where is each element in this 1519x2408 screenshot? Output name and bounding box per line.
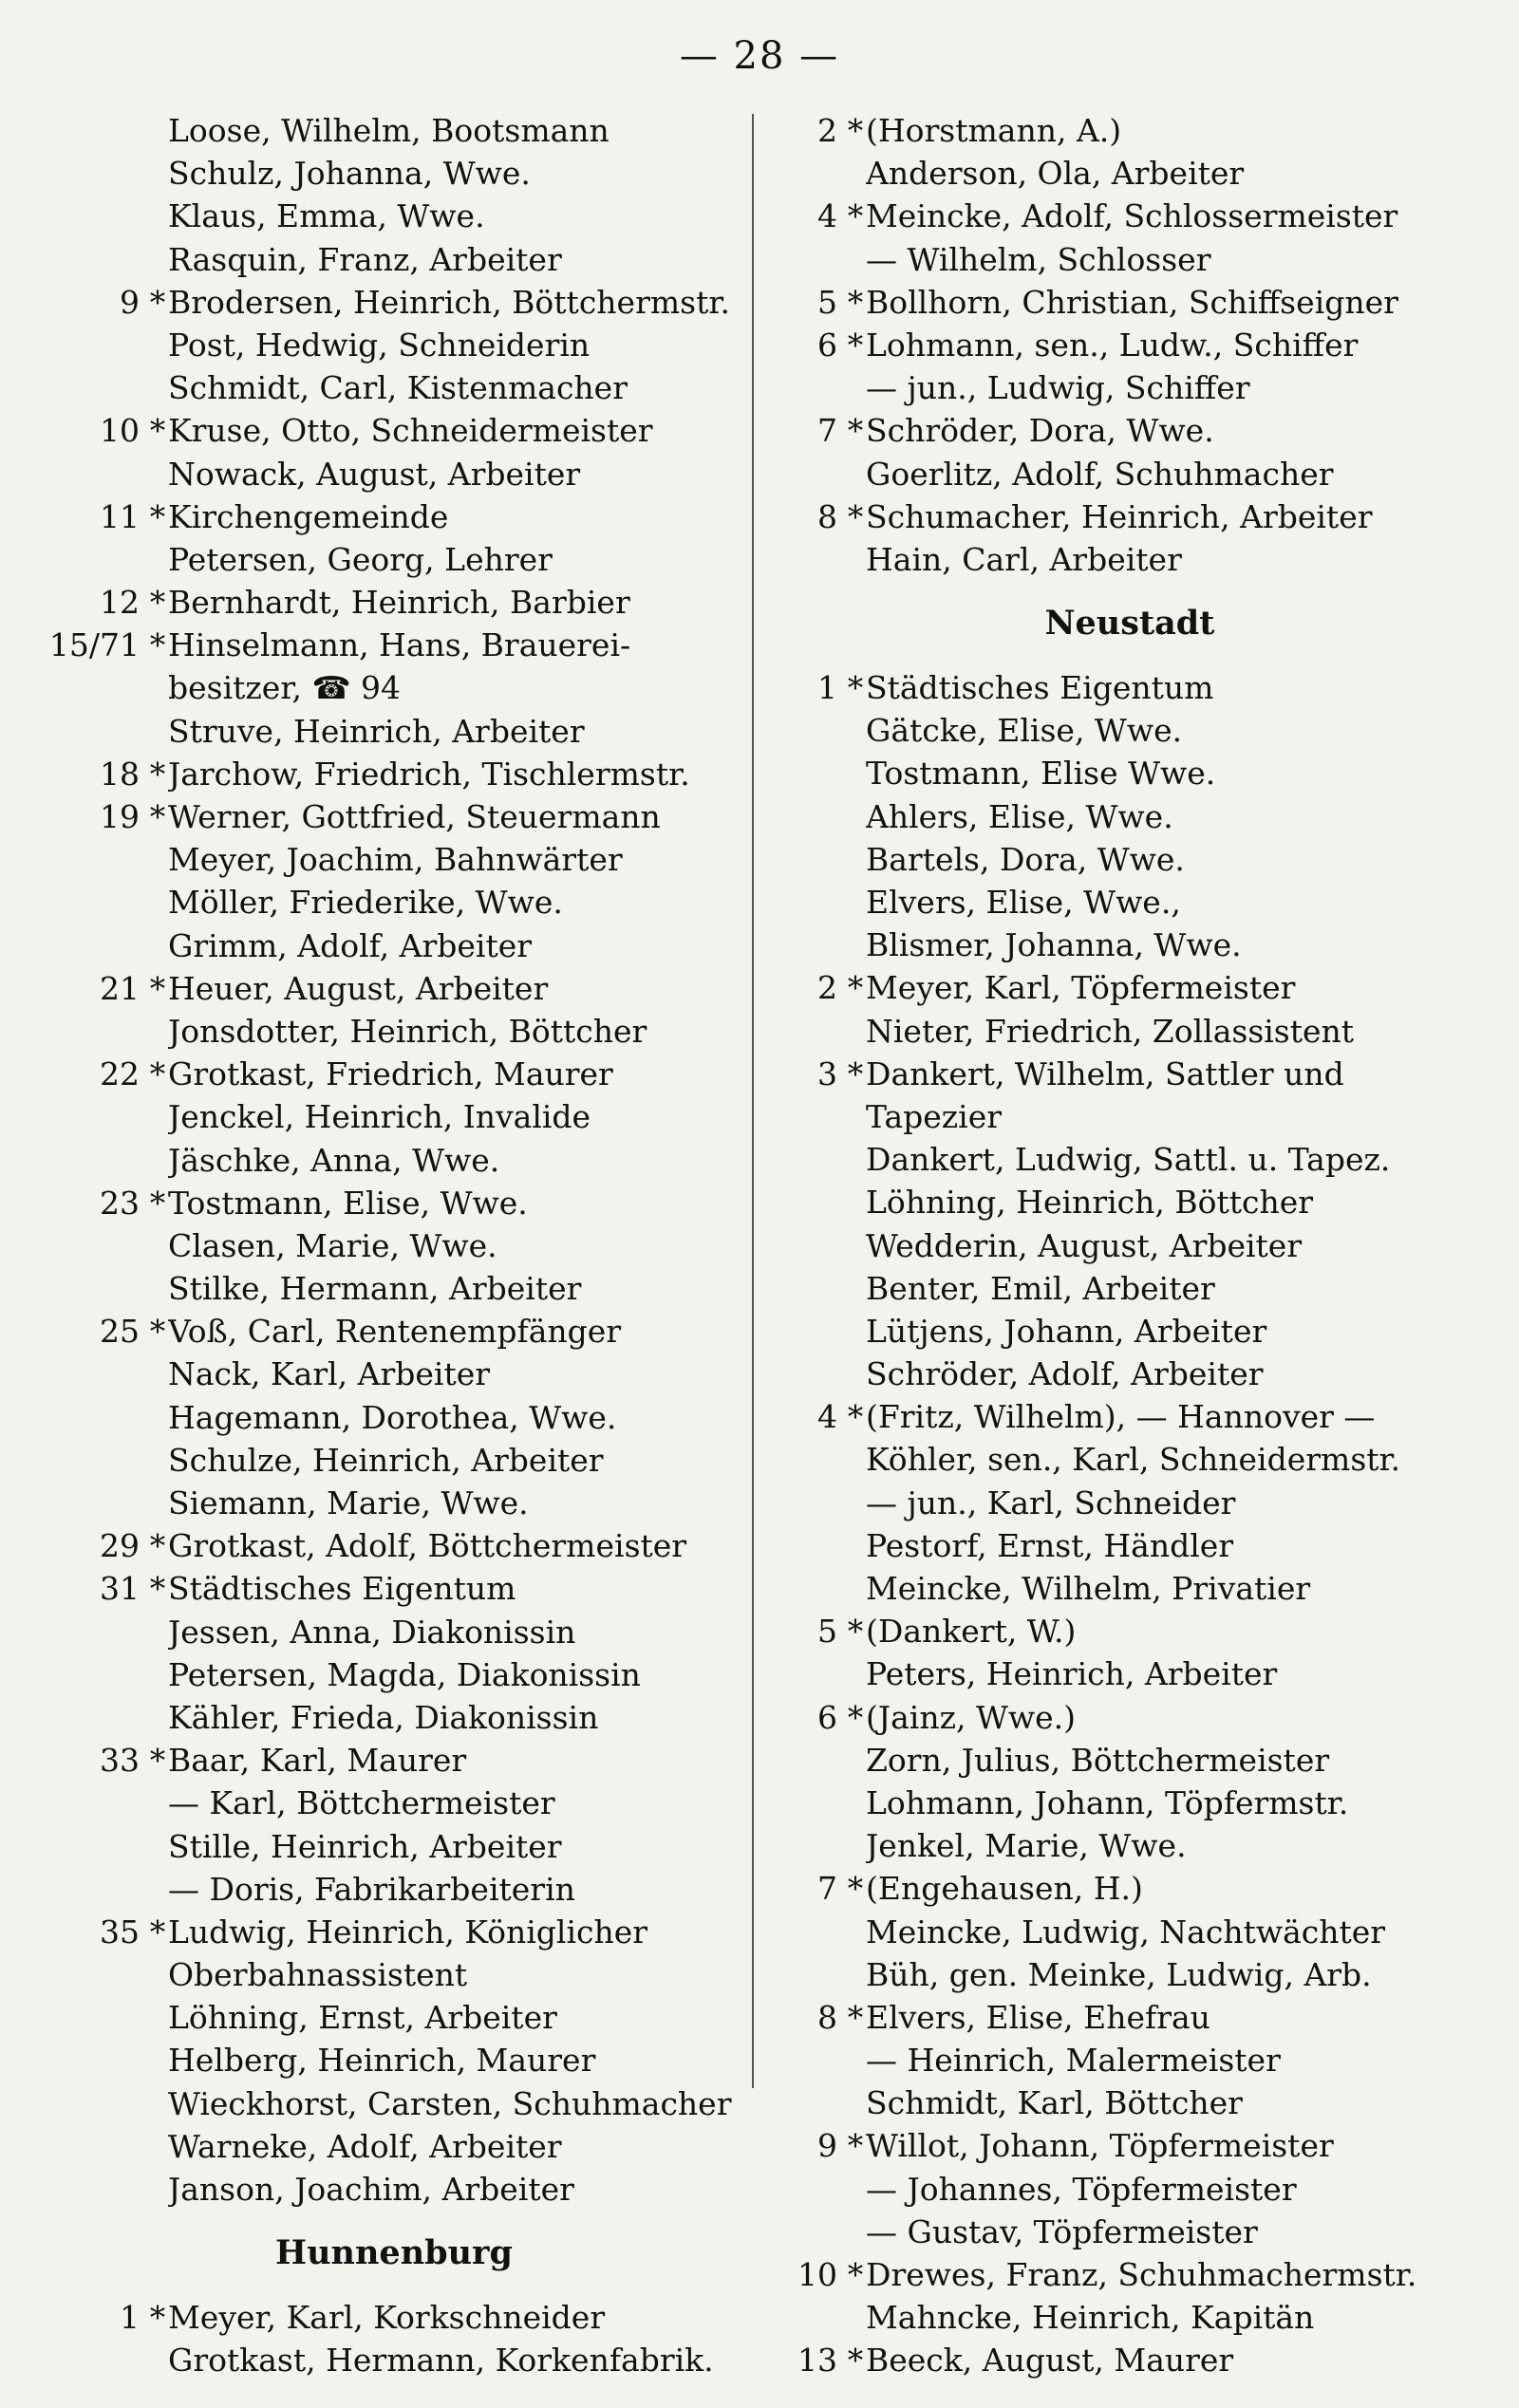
- resident-name: Schumacher, Heinrich, Arbeiter: [866, 497, 1373, 535]
- owner-mark: *: [847, 412, 864, 450]
- resident-name: Post, Hedwig, Schneiderin: [168, 326, 591, 364]
- house-number: 9: [120, 283, 140, 321]
- resident-name: Grotkast, Friedrich, Maurer: [168, 1055, 613, 1093]
- directory-entry: [38, 2168, 750, 2211]
- directory-entry: [38, 366, 750, 409]
- directory-entry: [774, 1267, 1486, 1310]
- resident-name: Klaus, Emma, Wwe.: [168, 197, 485, 235]
- house-number: 10: [797, 2256, 837, 2293]
- right-column: [774, 109, 1486, 2382]
- directory-entry: [38, 1439, 750, 1482]
- resident-name: Beeck, August, Maurer: [866, 2342, 1234, 2380]
- owner-mark: *: [847, 1398, 864, 1436]
- resident-name: Meincke, Adolf, Schlossermeister: [866, 197, 1398, 235]
- directory-entry: [38, 1739, 750, 1782]
- directory-entry: [774, 1911, 1486, 1953]
- directory-entry: [38, 1482, 750, 1524]
- resident-name: — Gustav, Töpfermeister: [866, 2212, 1258, 2250]
- resident-name: Nowack, August, Arbeiter: [168, 455, 581, 493]
- column-divider: [752, 114, 754, 2088]
- directory-entry: [38, 1996, 750, 2039]
- house-number: 35: [100, 1913, 140, 1951]
- directory-entry: [774, 495, 1486, 538]
- directory-entry: [774, 1353, 1486, 1395]
- resident-name: Jonsdotter, Heinrich, Böttcher: [168, 1012, 647, 1050]
- house-number: 1: [120, 2299, 140, 2337]
- resident-name: Meyer, Karl, Töpfermeister: [866, 969, 1296, 1007]
- directory-entry: [774, 238, 1486, 281]
- owner-mark: *: [149, 1570, 166, 1608]
- resident-name: Warneke, Adolf, Arbeiter: [168, 2127, 562, 2165]
- resident-name: Clasen, Marie, Wwe.: [168, 1226, 497, 1264]
- resident-name: Schulze, Heinrich, Arbeiter: [168, 1441, 604, 1479]
- resident-name: Goerlitz, Adolf, Schuhmacher: [866, 455, 1334, 493]
- resident-name: Meyer, Joachim, Bahnwärter: [168, 841, 623, 879]
- owner-mark: *: [847, 669, 864, 707]
- house-number: 19: [100, 798, 140, 835]
- directory-entry: [774, 1996, 1486, 2039]
- directory-entry: [774, 1567, 1486, 1610]
- owner-mark: *: [847, 497, 864, 535]
- directory-entry: [38, 453, 750, 495]
- page-number: — 28 —: [679, 34, 840, 78]
- directory-entry: [774, 366, 1486, 409]
- owner-mark: *: [149, 1313, 166, 1351]
- directory-entry: [774, 1181, 1486, 1223]
- resident-name: Rasquin, Franz, Arbeiter: [168, 240, 562, 278]
- directory-entry: [774, 1053, 1486, 1095]
- directory-entry: [774, 1095, 1486, 1138]
- resident-name: Schmidt, Karl, Böttcher: [866, 2084, 1243, 2122]
- resident-name: Tapezier: [866, 1097, 1003, 1135]
- street-heading: Neustadt: [1044, 604, 1215, 644]
- owner-mark: *: [149, 584, 166, 622]
- resident-name: Pestorf, Ernst, Händler: [866, 1526, 1234, 1564]
- resident-name: Drewes, Franz, Schuhmachermstr.: [866, 2256, 1417, 2293]
- resident-name: Schröder, Adolf, Arbeiter: [866, 1355, 1264, 1393]
- directory-entry: [774, 1310, 1486, 1353]
- house-number: 5: [817, 283, 837, 321]
- directory-entry: [38, 1310, 750, 1353]
- resident-name: Elvers, Elise, Ehefrau: [866, 1998, 1210, 2036]
- resident-name: Schmidt, Carl, Kistenmacher: [168, 369, 628, 407]
- directory-entry: [774, 1782, 1486, 1824]
- resident-name: Wieckhorst, Carsten, Schuhmacher: [168, 2084, 732, 2122]
- resident-name: Jäschke, Anna, Wwe.: [168, 1141, 500, 1179]
- directory-entry: [38, 538, 750, 581]
- directory-entry: [38, 1524, 750, 1567]
- directory-entry: [774, 1482, 1486, 1524]
- directory-entry: [774, 2124, 1486, 2167]
- resident-name: Nack, Karl, Arbeiter: [168, 1355, 491, 1393]
- resident-name: Lohmann, Johann, Töpfermstr.: [866, 1783, 1349, 1821]
- resident-name: Tostmann, Elise, Wwe.: [168, 1184, 528, 1222]
- directory-entry: [774, 2081, 1486, 2124]
- directory-entry: [38, 1053, 750, 1095]
- house-number: 7: [817, 412, 837, 450]
- house-number: 11: [100, 497, 140, 535]
- directory-entry: [774, 1824, 1486, 1867]
- resident-name: Helberg, Heinrich, Maurer: [168, 2042, 596, 2080]
- house-number: 2: [817, 969, 837, 1007]
- resident-name: (Engehausen, H.): [866, 1870, 1143, 1908]
- resident-name: Löhning, Heinrich, Böttcher: [866, 1184, 1314, 1222]
- directory-entry: [38, 881, 750, 924]
- owner-mark: *: [149, 1913, 166, 1951]
- resident-name: Meincke, Wilhelm, Privatier: [866, 1570, 1311, 1607]
- owner-mark: *: [149, 969, 166, 1007]
- owner-mark: *: [149, 626, 166, 664]
- house-number: 6: [817, 1698, 837, 1736]
- directory-entry: [774, 1438, 1486, 1481]
- directory-entry: [774, 1224, 1486, 1267]
- resident-name: Grotkast, Hermann, Korkenfabrik.: [168, 2342, 714, 2380]
- house-number: 1: [817, 669, 837, 707]
- resident-name: Benter, Emil, Arbeiter: [866, 1269, 1215, 1307]
- resident-name: — Wilhelm, Schlosser: [866, 240, 1211, 278]
- directory-entry: [38, 753, 750, 795]
- directory-entry: [38, 281, 750, 324]
- house-number: 23: [100, 1184, 140, 1222]
- directory-entry: [774, 152, 1486, 195]
- resident-name: Baar, Karl, Maurer: [168, 1742, 467, 1780]
- directory-entry: [38, 967, 750, 1010]
- directory-entry: [774, 2296, 1486, 2339]
- owner-mark: *: [847, 2342, 864, 2380]
- resident-name: Janson, Joachim, Arbeiter: [168, 2171, 574, 2208]
- directory-entry: [774, 453, 1486, 495]
- directory-entry: [38, 1267, 750, 1310]
- directory-entry: [774, 195, 1486, 237]
- directory-entry: [38, 409, 750, 452]
- resident-name: Hinselmann, Hans, Brauerei-: [168, 626, 631, 664]
- directory-entry: [38, 1611, 750, 1653]
- directory-entry: [38, 924, 750, 967]
- owner-mark: *: [847, 197, 864, 235]
- directory-entry: [38, 1868, 750, 1911]
- resident-name: Bartels, Dora, Wwe.: [866, 840, 1185, 878]
- directory-entry: [38, 2039, 750, 2081]
- directory-entry: [38, 324, 750, 366]
- resident-name: Büh, gen. Meinke, Ludwig, Arb.: [866, 1955, 1372, 1993]
- resident-name: Hain, Carl, Arbeiter: [866, 540, 1182, 578]
- resident-name: Loose, Wilhelm, Bootsmann: [168, 112, 609, 149]
- directory-entry: [774, 966, 1486, 1009]
- house-number: 31: [100, 1570, 140, 1608]
- resident-name: Werner, Gottfried, Steuermann: [168, 798, 661, 835]
- resident-name: (Fritz, Wilhelm), — Hannover —: [866, 1398, 1376, 1436]
- directory-entry: [38, 1567, 750, 1610]
- house-number: 8: [817, 1998, 837, 2036]
- resident-name: Stille, Heinrich, Arbeiter: [168, 1827, 562, 1865]
- resident-name: Jarchow, Friedrich, Tischlermstr.: [168, 755, 690, 793]
- house-number: 2: [817, 112, 837, 149]
- directory-entry: [774, 2253, 1486, 2296]
- resident-name: Lütjens, Johann, Arbeiter: [866, 1312, 1267, 1350]
- directory-entry: [38, 666, 750, 709]
- directory-entry: [774, 924, 1486, 966]
- owner-mark: *: [149, 1742, 166, 1780]
- resident-name: Kirchengemeinde: [168, 497, 449, 535]
- directory-entry: [774, 1867, 1486, 1910]
- resident-name: Möller, Friederike, Wwe.: [168, 884, 563, 922]
- resident-name: Grimm, Adolf, Arbeiter: [168, 926, 533, 964]
- resident-name: Jenckel, Heinrich, Invalide: [168, 1098, 591, 1136]
- owner-mark: *: [847, 969, 864, 1007]
- house-number: 13: [797, 2342, 837, 2380]
- house-number: 5: [817, 1613, 837, 1651]
- directory-entry: [774, 1010, 1486, 1053]
- resident-name: — Karl, Böttchermeister: [168, 1784, 555, 1822]
- owner-mark: *: [149, 755, 166, 793]
- resident-name: Hagemann, Dorothea, Wwe.: [168, 1398, 617, 1436]
- resident-name: besitzer, ☎ 94: [168, 669, 402, 707]
- directory-entry: [38, 795, 750, 838]
- resident-name: (Jainz, Wwe.): [866, 1698, 1077, 1736]
- directory-entry: [774, 2211, 1486, 2253]
- resident-name: Elvers, Elise, Wwe.,: [866, 884, 1181, 921]
- directory-entry: [774, 281, 1486, 324]
- directory-entry: [38, 238, 750, 281]
- owner-mark: *: [847, 1870, 864, 1908]
- resident-name: Gätcke, Elise, Wwe.: [866, 712, 1183, 750]
- owner-mark: *: [847, 2256, 864, 2293]
- owner-mark: *: [149, 1055, 166, 1093]
- house-number: 9: [817, 2127, 837, 2165]
- directory-entry: [38, 581, 750, 624]
- resident-name: Voß, Carl, Rentenempfänger: [168, 1313, 622, 1351]
- directory-entry: [774, 2339, 1486, 2381]
- directory-entry: [38, 195, 750, 237]
- house-number: 7: [817, 1870, 837, 1908]
- resident-name: Jessen, Anna, Diakonissin: [168, 1613, 576, 1651]
- directory-entry: [774, 538, 1486, 581]
- resident-name: Nieter, Friedrich, Zollassistent: [866, 1012, 1355, 1050]
- directory-entry: [774, 1739, 1486, 1782]
- resident-name: Städtisches Eigentum: [168, 1570, 516, 1608]
- directory-entry: [774, 666, 1486, 709]
- resident-name: Kruse, Otto, Schneidermeister: [168, 412, 653, 450]
- owner-mark: *: [847, 1613, 864, 1651]
- directory-entry: [38, 1825, 750, 1868]
- resident-name: Brodersen, Heinrich, Böttchermstr.: [168, 283, 730, 321]
- house-number: 4: [817, 1398, 837, 1436]
- owner-mark: *: [149, 1527, 166, 1565]
- house-number: 3: [817, 1055, 837, 1092]
- directory-entry: [774, 1652, 1486, 1695]
- street-heading: Hunnenburg: [275, 2233, 513, 2273]
- directory-entry: [38, 1139, 750, 1182]
- resident-name: Oberbahnassistent: [168, 1956, 468, 1994]
- directory-entry: [774, 881, 1486, 924]
- directory-entry: [38, 152, 750, 195]
- resident-name: — Johannes, Töpfermeister: [866, 2170, 1297, 2208]
- resident-name: — Doris, Fabrikarbeiterin: [168, 1870, 575, 1908]
- resident-name: — jun., Ludwig, Schiffer: [866, 369, 1250, 407]
- directory-entry: [774, 795, 1486, 838]
- resident-name: Petersen, Magda, Diakonissin: [168, 1655, 641, 1693]
- resident-name: Lohmann, sen., Ludw., Schiffer: [866, 326, 1359, 364]
- left-column: [38, 109, 750, 2382]
- owner-mark: *: [149, 798, 166, 835]
- resident-name: Grotkast, Adolf, Böttchermeister: [168, 1527, 687, 1565]
- directory-entry: [38, 1095, 750, 1138]
- resident-name: Anderson, Ola, Arbeiter: [866, 155, 1245, 193]
- resident-name: (Dankert, W.): [866, 1613, 1077, 1651]
- owner-mark: *: [149, 412, 166, 450]
- directory-entry: [38, 2339, 750, 2381]
- directory-entry: [774, 1610, 1486, 1652]
- resident-name: Meincke, Ludwig, Nachtwächter: [866, 1913, 1386, 1951]
- house-number: 6: [817, 326, 837, 364]
- owner-mark: *: [149, 497, 166, 535]
- directory-entry: [38, 1010, 750, 1053]
- resident-name: Blismer, Johanna, Wwe.: [866, 926, 1242, 964]
- owner-mark: *: [847, 1698, 864, 1736]
- owner-mark: *: [847, 1998, 864, 2036]
- resident-name: Siemann, Marie, Wwe.: [168, 1484, 529, 1521]
- resident-name: Willot, Johann, Töpfermeister: [866, 2127, 1334, 2165]
- resident-name: Ahlers, Elise, Wwe.: [866, 797, 1173, 835]
- directory-entry: [774, 709, 1486, 752]
- resident-name: Ludwig, Heinrich, Königlicher: [168, 1913, 648, 1951]
- directory-entry: [38, 495, 750, 538]
- directory-entry: [774, 1953, 1486, 1996]
- directory-entry: [38, 1353, 750, 1395]
- directory-entry: [38, 838, 750, 881]
- directory-entry: [38, 1696, 750, 1739]
- resident-name: Tostmann, Elise Wwe.: [866, 755, 1216, 793]
- owner-mark: *: [847, 1055, 864, 1092]
- owner-mark: *: [149, 1184, 166, 1222]
- directory-entry: [38, 2082, 750, 2125]
- directory-entry: [774, 109, 1486, 152]
- directory-entry: [38, 1782, 750, 1824]
- house-number: 25: [100, 1313, 140, 1351]
- resident-name: Schröder, Dora, Wwe.: [866, 412, 1214, 450]
- directory-entry: [38, 710, 750, 753]
- directory-entry: [38, 1224, 750, 1267]
- directory-entry: [774, 1138, 1486, 1181]
- owner-mark: *: [847, 112, 864, 149]
- house-number: 29: [100, 1527, 140, 1565]
- directory-entry: [774, 2039, 1486, 2081]
- directory-entry: [774, 1395, 1486, 1438]
- resident-name: (Horstmann, A.): [866, 112, 1122, 149]
- owner-mark: *: [847, 2127, 864, 2165]
- house-number: 18: [100, 755, 140, 793]
- directory-entry: [774, 1524, 1486, 1567]
- resident-name: Dankert, Ludwig, Sattl. u. Tapez.: [866, 1141, 1391, 1179]
- directory-entry: [38, 624, 750, 666]
- directory-entry: [38, 109, 750, 152]
- owner-mark: *: [847, 283, 864, 321]
- house-number: 4: [817, 197, 837, 235]
- directory-entry: [38, 2125, 750, 2168]
- directory-entry: [38, 1182, 750, 1224]
- house-number: 8: [817, 497, 837, 535]
- directory-entry: [774, 324, 1486, 366]
- resident-name: — jun., Karl, Schneider: [866, 1484, 1236, 1521]
- resident-name: Köhler, sen., Karl, Schneidermstr.: [866, 1441, 1401, 1479]
- directory-entry: [774, 2168, 1486, 2211]
- directory-entry: [38, 1396, 750, 1439]
- resident-name: Petersen, Georg, Lehrer: [168, 540, 553, 578]
- resident-name: Peters, Heinrich, Arbeiter: [866, 1655, 1278, 1693]
- resident-name: Stilke, Hermann, Arbeiter: [168, 1270, 582, 1308]
- directory-entry: [774, 409, 1486, 452]
- resident-name: Meyer, Karl, Korkschneider: [168, 2299, 606, 2337]
- owner-mark: *: [149, 2299, 166, 2337]
- resident-name: Kähler, Frieda, Diakonissin: [168, 1698, 599, 1736]
- resident-name: Dankert, Wilhelm, Sattler und: [866, 1055, 1344, 1092]
- resident-name: Wedderin, August, Arbeiter: [866, 1226, 1303, 1264]
- house-number: 10: [100, 412, 140, 450]
- directory-entry: [38, 1653, 750, 1696]
- directory-entry: [38, 1953, 750, 1996]
- owner-mark: *: [149, 283, 166, 321]
- resident-name: Mahncke, Heinrich, Kapitän: [866, 2299, 1315, 2337]
- resident-name: Städtisches Eigentum: [866, 669, 1214, 707]
- resident-name: — Heinrich, Malermeister: [866, 2042, 1281, 2080]
- resident-name: Heuer, August, Arbeiter: [168, 969, 549, 1007]
- resident-name: Struve, Heinrich, Arbeiter: [168, 712, 585, 750]
- house-number: 21: [100, 969, 140, 1007]
- resident-name: Löhning, Ernst, Arbeiter: [168, 1999, 557, 2037]
- resident-name: Schulz, Johanna, Wwe.: [168, 155, 531, 193]
- directory-entry: [774, 838, 1486, 881]
- directory-entry: [774, 752, 1486, 794]
- house-number: 22: [100, 1055, 140, 1093]
- owner-mark: *: [847, 326, 864, 364]
- directory-entry: [774, 1696, 1486, 1739]
- house-number: 33: [100, 1742, 140, 1780]
- resident-name: Bernhardt, Heinrich, Barbier: [168, 584, 630, 622]
- directory-entry: [38, 2296, 750, 2339]
- house-number: 12: [100, 584, 140, 622]
- resident-name: Zorn, Julius, Böttchermeister: [866, 1741, 1330, 1779]
- resident-name: Jenkel, Marie, Wwe.: [866, 1827, 1187, 1865]
- house-number: 15/71: [48, 626, 140, 664]
- directory-entry: [38, 1911, 750, 1953]
- resident-name: Bollhorn, Christian, Schiffseigner: [866, 283, 1398, 321]
